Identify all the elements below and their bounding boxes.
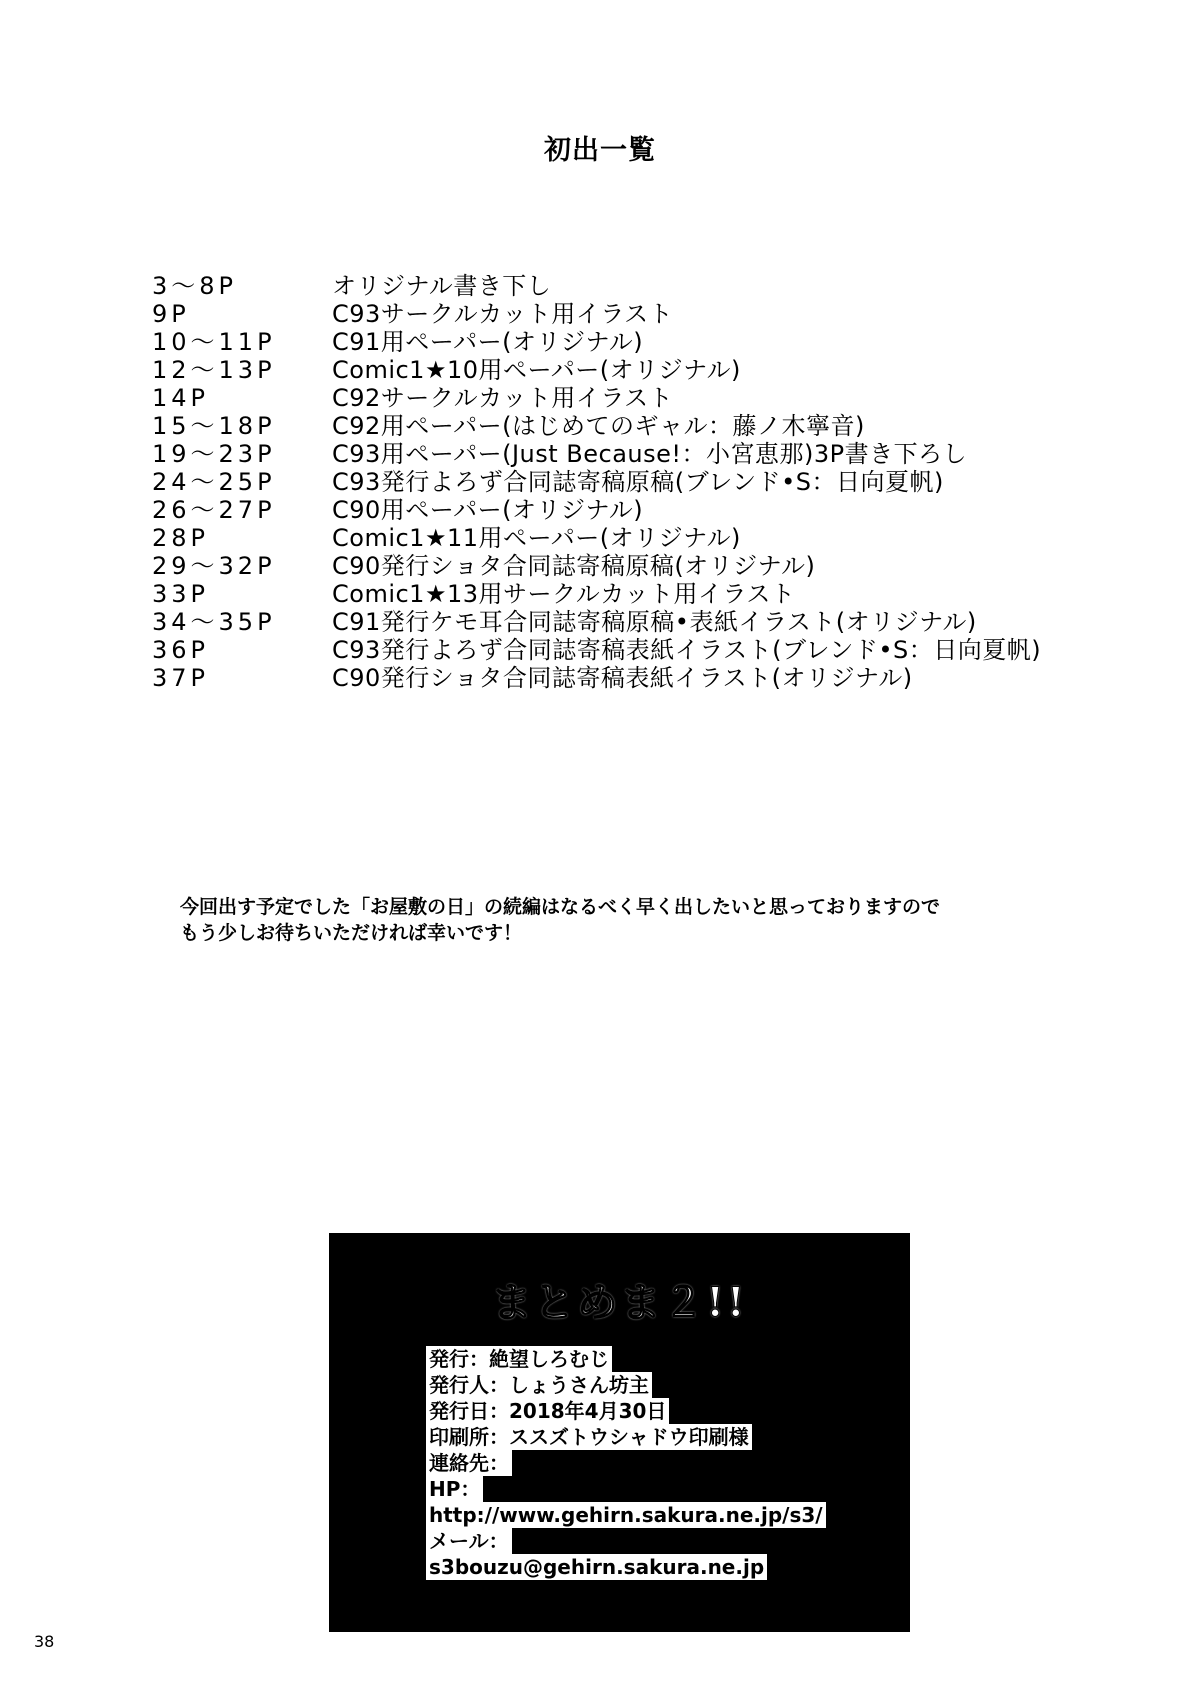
list-item	[152, 580, 1162, 608]
author-note	[180, 894, 1120, 946]
page-number: 38	[34, 1632, 55, 1651]
list-item	[152, 356, 1162, 384]
list-item	[152, 300, 1162, 328]
source-description: C91発行ケモ耳合同誌寄稿原稿•表紙イラスト(オリジナル)	[332, 608, 977, 636]
page-range: 19～23P	[152, 440, 276, 468]
list-item	[152, 440, 1162, 468]
list-item	[152, 496, 1162, 524]
email-address: s3bouzu@gehirn.sakura.ne.jp	[429, 1555, 765, 1579]
page-title: 初出一覧	[544, 135, 656, 166]
list-item	[152, 552, 1162, 580]
page-range: 29～32P	[152, 552, 276, 580]
page-range: 33P	[152, 580, 210, 608]
author-note-line-2: もう少しお待ちいただければ幸いです！	[180, 922, 523, 944]
list-item	[152, 608, 1162, 636]
email-label: メール：	[429, 1529, 509, 1553]
page-range: 15～18P	[152, 412, 276, 440]
page-range: 34～35P	[152, 608, 276, 636]
list-item	[152, 412, 1162, 440]
source-description: C90発行ショタ合同誌寄稿原稿(オリジナル)	[332, 552, 816, 580]
page-range: 3～8P	[152, 272, 238, 300]
page-range: 12～13P	[152, 356, 276, 384]
list-item	[152, 468, 1162, 496]
publisher-line: 発行：絶望しろむじ	[429, 1347, 609, 1371]
list-item	[152, 636, 1162, 664]
publisher-person-line: 発行人：しょうさん坊主	[429, 1373, 649, 1397]
list-item	[152, 524, 1162, 552]
source-description: C91用ペーパー(オリジナル)	[332, 328, 644, 356]
source-description: C93発行よろず合同誌寄稿表紙イラスト(ブレンド•S：日向夏帆)	[332, 636, 1042, 664]
list-item	[152, 664, 1162, 692]
first-appearance-list	[152, 272, 1162, 692]
source-description: C90発行ショタ合同誌寄稿表紙イラスト(オリジナル)	[332, 664, 913, 692]
source-description: C93用ペーパー(Just Because!：小宮恵那)3P書き下ろし	[332, 440, 968, 468]
page-range: 37P	[152, 664, 210, 692]
source-description: Comic1★11用ペーパー(オリジナル)	[332, 524, 741, 552]
contact-label: 連絡先：	[429, 1451, 509, 1475]
page-range: 36P	[152, 636, 210, 664]
colophon-title: まとめま２!!	[491, 1279, 748, 1326]
page-range: 10～11P	[152, 328, 276, 356]
page-range: 28P	[152, 524, 210, 552]
homepage-label: HP：	[429, 1477, 481, 1501]
source-description: C93サークルカット用イラスト	[332, 300, 674, 328]
list-item	[152, 272, 1162, 300]
colophon-details	[427, 1346, 897, 1580]
source-description: C90用ペーパー(オリジナル)	[332, 496, 644, 524]
author-note-line-1: 今回出す予定でした「お屋敷の日」の続編はなるべく早く出したいと思っておりますので	[180, 896, 941, 918]
colophon-box	[329, 1233, 910, 1632]
homepage-url: http://www.gehirn.sakura.ne.jp/s3/	[429, 1503, 823, 1527]
source-description: オリジナル書き下し	[332, 272, 552, 300]
list-item	[152, 384, 1162, 412]
page-range: 9P	[152, 300, 190, 328]
list-item	[152, 328, 1162, 356]
page-range: 24～25P	[152, 468, 276, 496]
publish-date-line: 発行日：2018年4月30日	[429, 1399, 667, 1423]
source-description: C92用ペーパー(はじめてのギャル：藤ノ木寧音)	[332, 412, 865, 440]
source-description: C93発行よろず合同誌寄稿原稿(ブレンド•S：日向夏帆)	[332, 468, 944, 496]
source-description: Comic1★10用ペーパー(オリジナル)	[332, 356, 741, 384]
printer-line: 印刷所：ススズトウシャドウ印刷様	[429, 1425, 749, 1449]
page-range: 26～27P	[152, 496, 276, 524]
source-description: C92サークルカット用イラスト	[332, 384, 674, 412]
page-range: 14P	[152, 384, 210, 412]
source-description: Comic1★13用サークルカット用イラスト	[332, 580, 796, 608]
